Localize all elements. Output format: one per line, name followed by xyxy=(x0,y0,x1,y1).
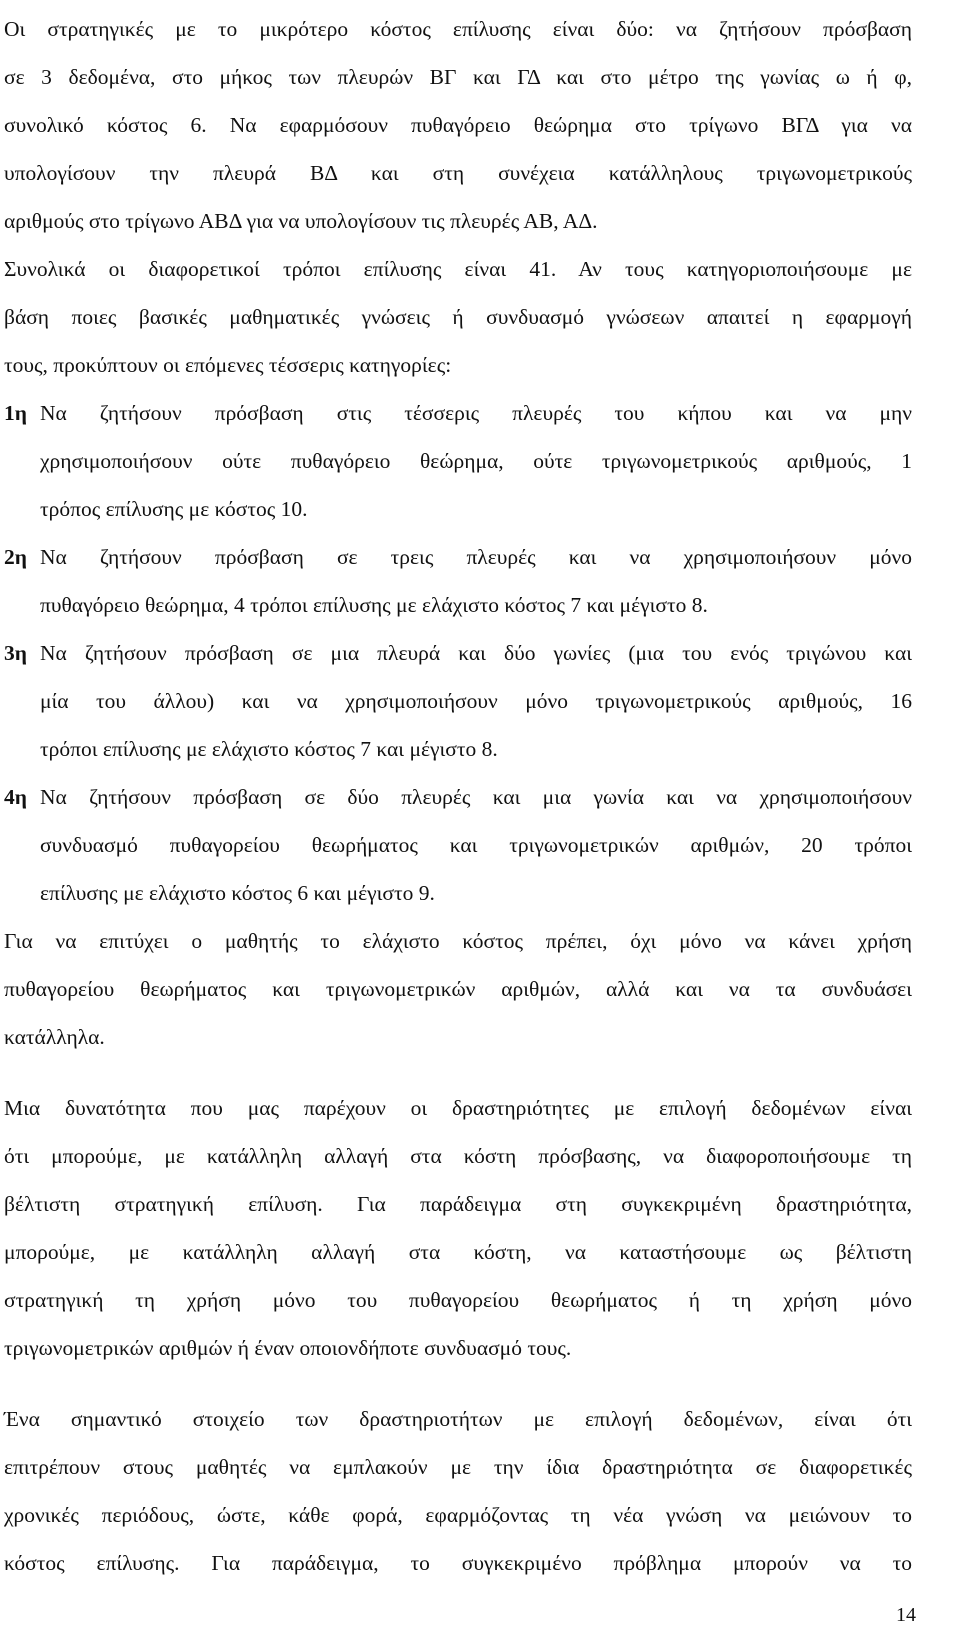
text-line: τριγωνομετρικών αριθμών ή έναν οποιονδήποτε συνδυασμό τους. xyxy=(4,1336,572,1360)
category-text-line: Να ζητήσουν πρόσβαση στις τέσσερις πλευρές του κήπου και να μην xyxy=(40,401,912,425)
category-text-line: χρησιμοποιήσουν ούτε πυθαγόρειο θεώρημα, ούτε τριγωνομετρικούς αριθμούς, 1 xyxy=(40,449,912,473)
text-line: ότι μπορούμε, με κατάλληλη αλλαγή στα κόστη πρόσβασης, να διαφοροποιήσουμε τη xyxy=(4,1144,912,1168)
text-line: συνολικό κόστος 6. Να εφαρμόσουν πυθαγόρειο θεώρημα στο τρίγωνο ΒΓΔ για να xyxy=(4,113,912,137)
text-line: πυθαγορείου θεωρήματος και τριγωνομετρικών αριθμών, αλλά και να τα συνδυάσει xyxy=(4,977,912,1001)
text-line: κατάλληλα. xyxy=(4,1025,105,1049)
text-line: Για να επιτύχει ο μαθητής το ελάχιστο κόστος πρέπει, όχι μόνο να κάνει χρήση xyxy=(4,929,912,953)
text-line: σε 3 δεδομένα, στο μήκος των πλευρών ΒΓ και ΓΔ και στο μέτρο της γωνίας ω ή φ, xyxy=(4,65,912,89)
category-text-line: τρόπος επίλυσης με κόστος 10. xyxy=(40,497,308,521)
text-line: υπολογίσουν την πλευρά ΒΔ και στη συνέχεια κατάλληλους τριγωνομετρικούς xyxy=(4,161,912,185)
text-line: μπορούμε, με κατάλληλη αλλαγή στα κόστη, να καταστήσουμε ως βέλτιστη xyxy=(4,1240,912,1264)
category-text-line: τρόποι επίλυσης με ελάχιστο κόστος 7 και μέγιστο 8. xyxy=(40,737,498,761)
category-text-line: μία του άλλου) και να χρησιμοποιήσουν μόνο τριγωνομετρικούς αριθμούς, 16 xyxy=(40,689,912,713)
text-line: αριθμούς στο τρίγωνο ΑΒΔ για να υπολογίσουν τις πλευρές ΑΒ, ΑΔ. xyxy=(4,209,598,233)
category-text-line: πυθαγόρειο θεώρημα, 4 τρόποι επίλυσης με ελάχιστο κόστος 7 και μέγιστο 8. xyxy=(40,593,708,617)
text-line: κόστος επίλυσης. Για παράδειγμα, το συγκεκριμένο πρόβλημα μπορούν να το xyxy=(4,1551,912,1575)
category-text-line: Να ζητήσουν πρόσβαση σε τρεις πλευρές και να χρησιμοποιήσουν μόνο xyxy=(40,545,912,569)
text-line: βάση ποιες βασικές μαθηματικές γνώσεις ή συνδυασμό γνώσεων απαιτεί η εφαρμογή xyxy=(4,305,912,329)
category-text-line: επίλυσης με ελάχιστο κόστος 6 και μέγιστο 9. xyxy=(40,881,435,905)
category-label: 1η xyxy=(4,401,27,425)
text-line: Μια δυνατότητα που μας παρέχουν οι δραστηριότητες με επιλογή δεδομένων είναι xyxy=(4,1096,912,1120)
category-label: 3η xyxy=(4,641,27,665)
page-number: 14 xyxy=(896,1604,916,1626)
text-line: τους, προκύπτουν οι επόμενες τέσσερις κατηγορίες: xyxy=(4,353,452,377)
category-text-line: Να ζητήσουν πρόσβαση σε δύο πλευρές και μια γωνία και να χρησιμοποιήσουν xyxy=(40,785,912,809)
category-label: 2η xyxy=(4,545,27,569)
category-text-line: συνδυασμό πυθαγορείου θεωρήματος και τριγωνομετρικών αριθμών, 20 τρόποι xyxy=(40,833,912,857)
text-line: Οι στρατηγικές με το μικρότερο κόστος επίλυσης είναι δύο: να ζητήσουν πρόσβαση xyxy=(4,17,912,41)
text-line: Ένα σημαντικό στοιχείο των δραστηριοτήτων με επιλογή δεδομένων, είναι ότι xyxy=(4,1407,912,1431)
text-line: βέλτιστη στρατηγική επίλυση. Για παράδειγμα στη συγκεκριμένη δραστηριότητα, xyxy=(4,1192,912,1216)
category-label: 4η xyxy=(4,785,27,809)
category-text-line: Να ζητήσουν πρόσβαση σε μια πλευρά και δύο γωνίες (μια του ενός τριγώνου και xyxy=(40,641,912,665)
text-line: στρατηγική τη χρήση μόνο του πυθαγορείου θεωρήματος ή τη χρήση μόνο xyxy=(4,1288,912,1312)
text-line: Συνολικά οι διαφορετικοί τρόποι επίλυσης είναι 41. Αν τους κατηγοριοποιήσουμε με xyxy=(4,257,912,281)
text-line: επιτρέπουν στους μαθητές να εμπλακούν με την ίδια δραστηριότητα σε διαφορετικές xyxy=(4,1455,912,1479)
text-line: χρονικές περιόδους, ώστε, κάθε φορά, εφαρμόζοντας τη νέα γνώση να μειώνουν το xyxy=(4,1503,912,1527)
